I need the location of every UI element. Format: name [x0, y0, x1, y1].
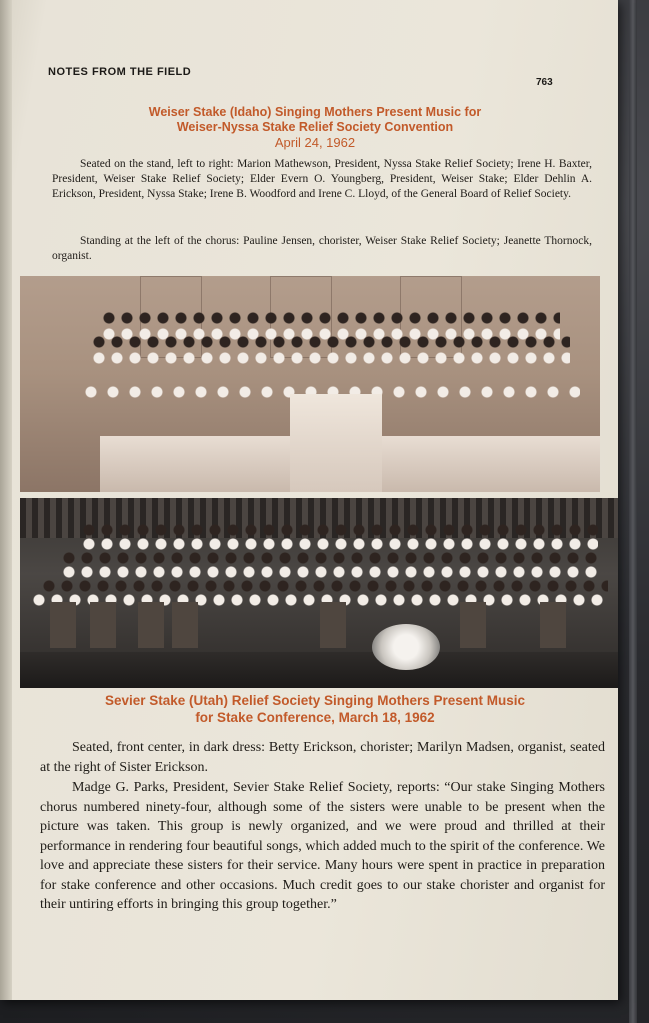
article1-headline-line1: Weiser Stake (Idaho) Singing Mothers Present Music for: [148, 105, 482, 119]
article1-headline: [60, 105, 570, 150]
article2-headline-line2: [60, 709, 570, 726]
chair: [50, 602, 76, 648]
article1-headline-line2: Weiser-Nyssa Stake Relief Society Convention: [176, 120, 454, 134]
page-gutter-shadow: [0, 0, 12, 1000]
weiser-chorus-photo: [20, 276, 600, 492]
chair: [540, 602, 566, 648]
article1-paragraph1: Seated on the stand, left to right: Marion Mathewson, President, Nyssa Stake Relief Society; Irene H. Baxter, President, Weiser Stake Relief Society; Elder Evern O. Youngberg, President, Weiser Stake; Elder Dehlin A. Erickson, President, Nyssa Stake; Irene B. Woodford and Irene C. Lloyd, of the General Board of Relief Society.: [52, 158, 592, 200]
chorus-row: [90, 346, 570, 372]
article2-paragraph1: Seated, front center, in dark dress: Betty Erickson, chorister; Marilyn Madsen, organist, seated at the right of Sister Erickson.: [40, 740, 605, 775]
running-title: NOTES FROM THE FIELD: [48, 66, 192, 78]
article2-headline-line2-prefix: for Stake Conference,: [195, 710, 335, 725]
page-number: 763: [536, 77, 553, 88]
article2-paragraph2: Madge G. Parks, President, Sevier Stake Relief Society, reports: “Our stake Singing Mothers chorus numbered ninety-four, although some of the sisters were unable to be present when the picture was taken. This group is newly organized, and we were proud and thrilled at their performance in rendering four beautiful songs, which added much to the spirit of the conference. We love and appreciate these sisters for their service. Many hours were spent in practice in preparation for stake conference and other occasions. Much credit goes to our stake chorister and organist for their untiring efforts in bringing this group together.”: [40, 780, 605, 912]
chorus-row: [30, 588, 608, 618]
chair: [320, 602, 346, 648]
stage-floor: [20, 652, 618, 688]
chair: [172, 602, 198, 648]
sevier-chorus-photo: [20, 498, 618, 688]
article2-headline: [60, 692, 570, 726]
article2-date: March 18, 1962: [338, 710, 435, 725]
article1-date: April 24, 1962: [274, 135, 356, 150]
article2-headline-line1: Sevier Stake (Utah) Relief Society Singing Mothers Present Music: [104, 693, 526, 708]
article1-paragraph2: Standing at the left of the chorus: Pauline Jensen, chorister, Weiser Stake Relief Society; Jeanette Thornock, organist.: [52, 235, 592, 262]
chair: [460, 602, 486, 648]
flower-arrangement: [372, 624, 440, 670]
chair: [138, 602, 164, 648]
chair: [90, 602, 116, 648]
seat-seam: [629, 0, 637, 1023]
pulpit: [290, 394, 382, 492]
